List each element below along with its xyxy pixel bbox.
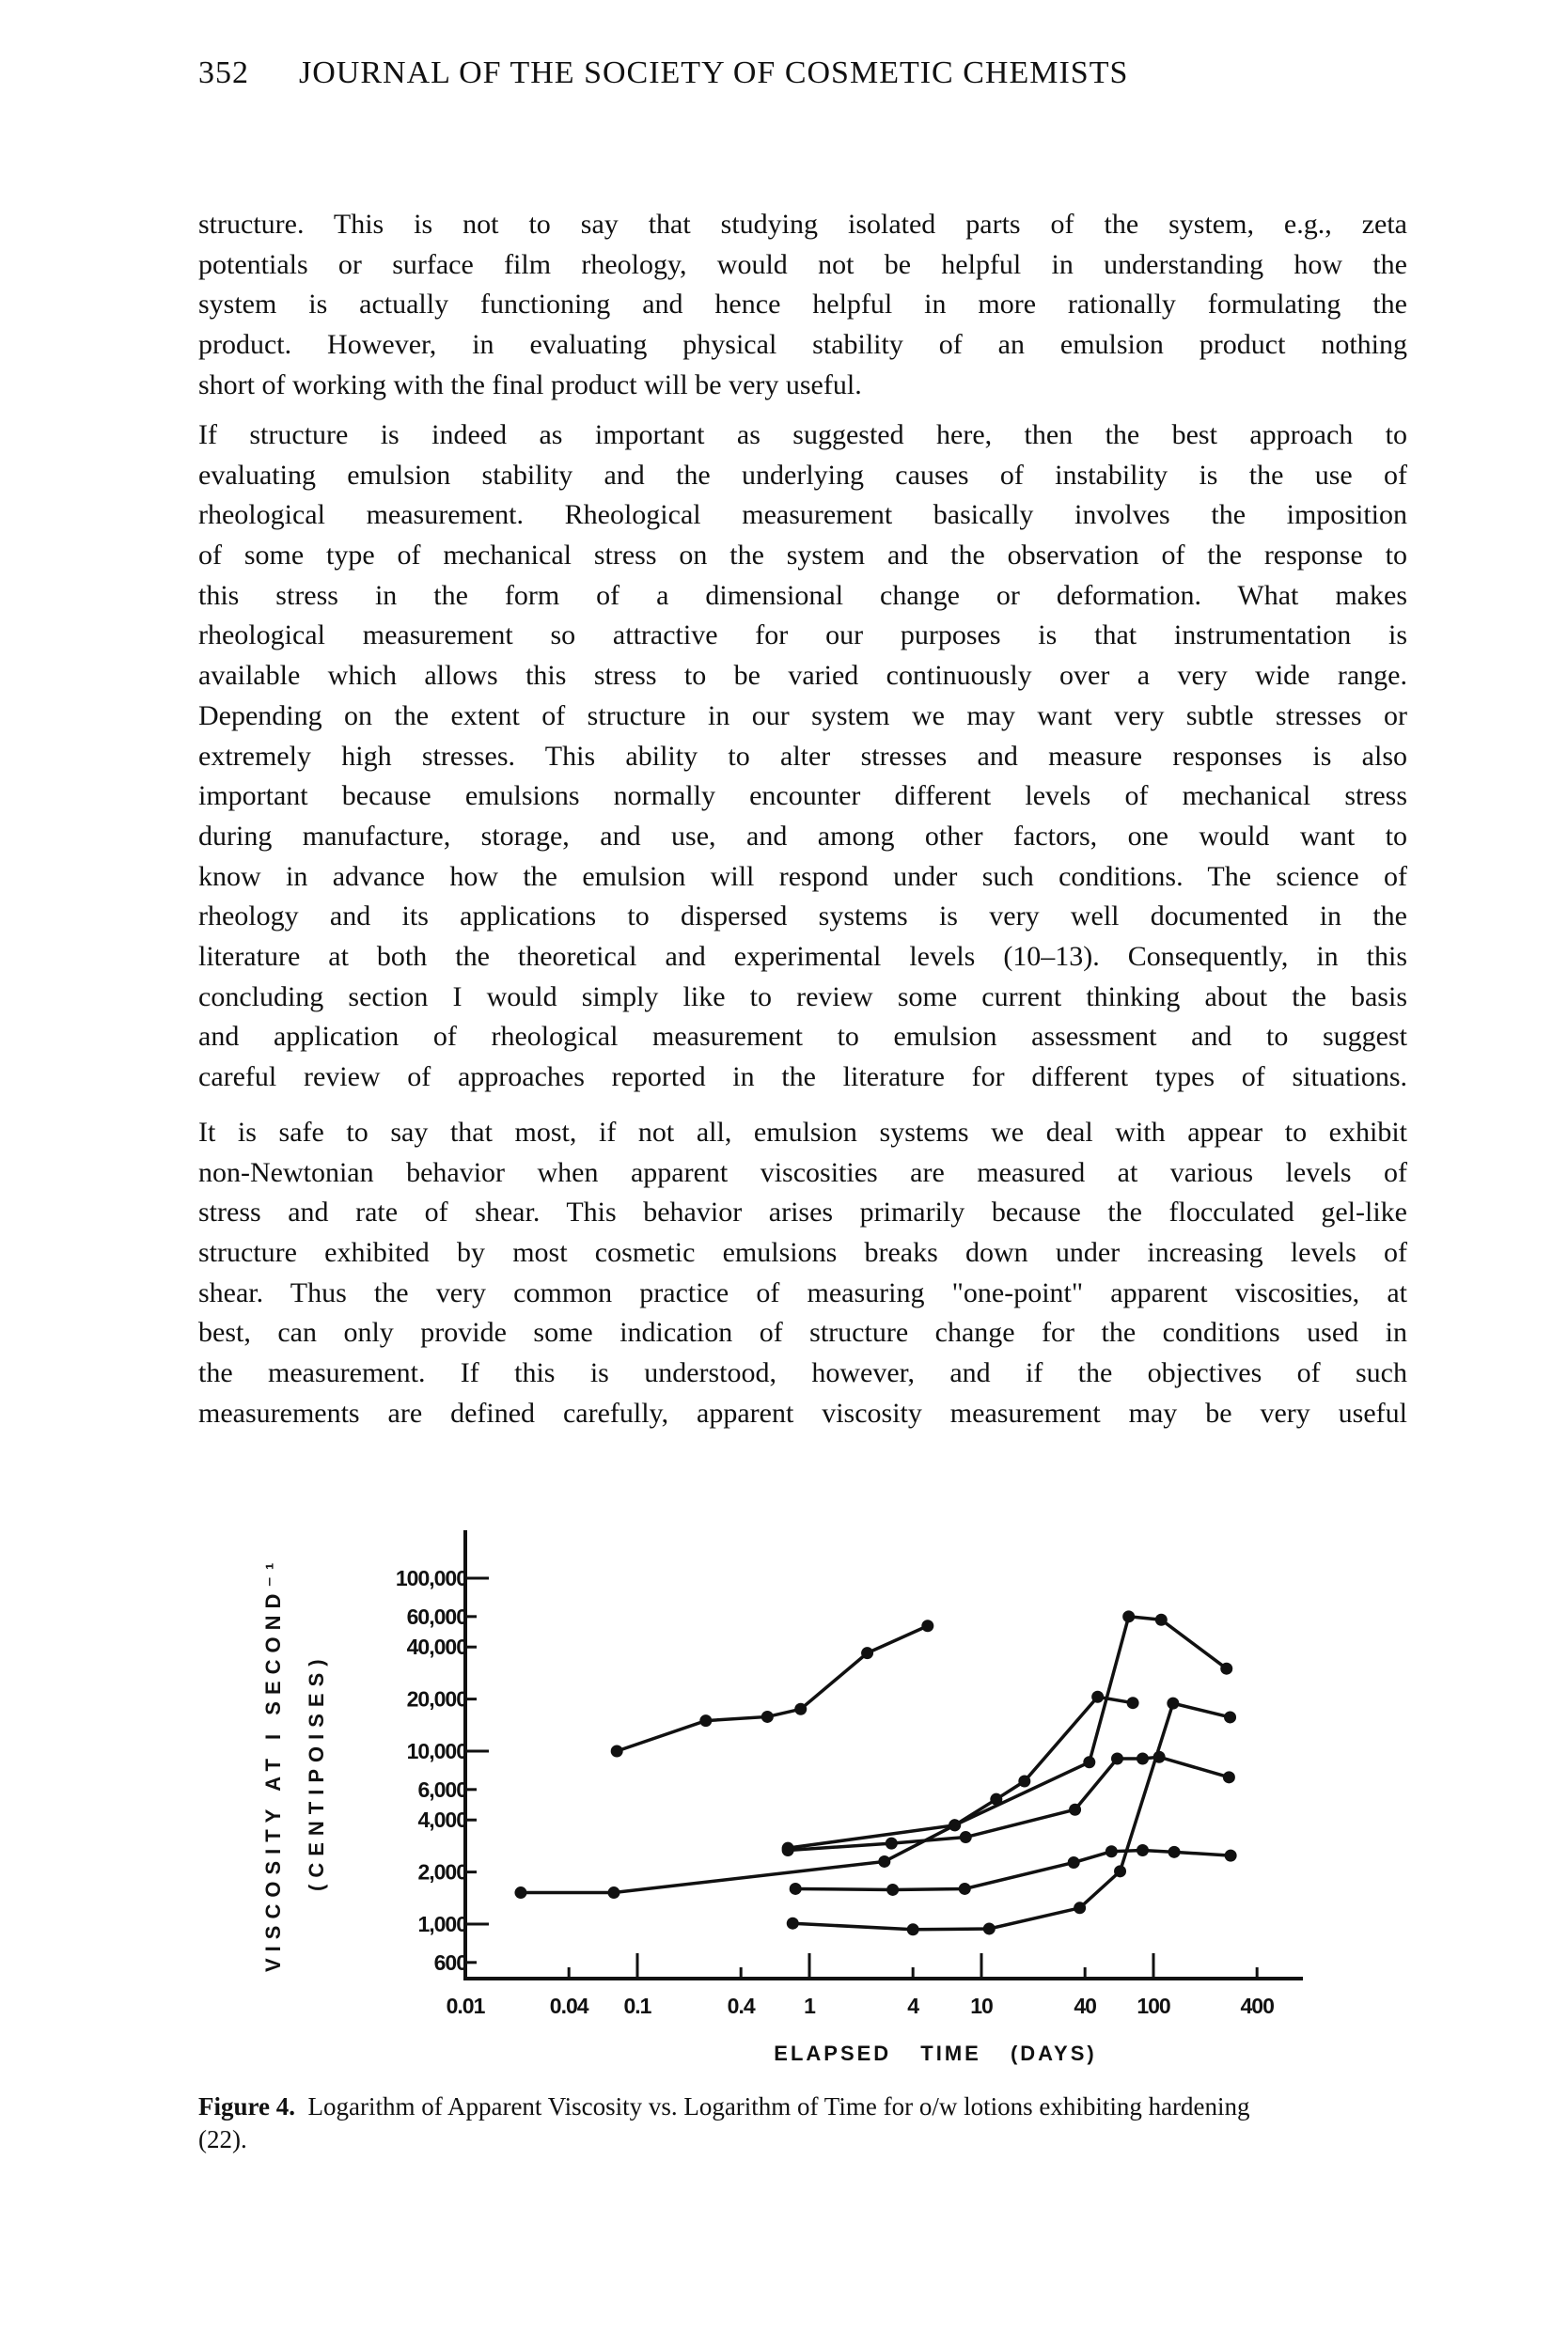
viscosity-time-chart xyxy=(0,1504,1568,2030)
paragraph-2 xyxy=(198,415,1407,1098)
y-tick-label: 2,000 xyxy=(417,1859,467,1885)
text-line: during manufacture, storage, and use, and among other factors, one would want to xyxy=(198,820,1407,852)
x-tick-label: 10 xyxy=(970,1994,993,2018)
caption-text-cont: (22). xyxy=(198,2125,247,2153)
data-point xyxy=(1114,1865,1126,1877)
data-point xyxy=(1083,1756,1095,1768)
text-line: of some type of mechanical stress on the system and the observation of the response to xyxy=(198,540,1407,571)
y-tick-label: 600 xyxy=(433,1949,467,1975)
y-tick-label: 4,000 xyxy=(417,1808,467,1833)
text-line: measurements are defined carefully, apparent viscosity measurement may be very useful xyxy=(198,1397,1407,1429)
data-point xyxy=(1068,1856,1080,1869)
x-axis-title: ELAPSED TIME (DAYS) xyxy=(774,2042,1097,2065)
data-point xyxy=(787,1918,799,1930)
data-point xyxy=(782,1844,794,1856)
paragraph-3 xyxy=(198,1113,1407,1434)
data-point xyxy=(1137,1844,1149,1856)
caption-text: Logarithm of Apparent Viscosity vs. Logarithm of Time for o/w lotions exhibiting hardening xyxy=(307,2092,1250,2121)
data-point xyxy=(761,1711,774,1723)
text-line: structure exhibited by most cosmetic emulsions breaks down under increasing levels of xyxy=(198,1237,1407,1269)
text-line: potentials or surface film rheology, would not be helpful in understanding how the xyxy=(198,248,1407,280)
data-point xyxy=(886,1884,899,1896)
data-point xyxy=(699,1714,712,1727)
text-line: rheological measurement. Rheological measurement basically involves the imposition xyxy=(198,499,1407,531)
data-point xyxy=(790,1883,802,1895)
series-line-lotion-1 xyxy=(617,1626,928,1751)
paragraph-1 xyxy=(198,205,1407,405)
x-tick-label: 100 xyxy=(1137,1994,1170,2018)
x-tick-label: 4 xyxy=(907,1994,919,2018)
text-line: concluding section I would simply like to review some current thinking about the basis xyxy=(198,980,1407,1012)
text-line: important because emulsions normally encounter different levels of mechanical stress xyxy=(198,780,1407,812)
data-point xyxy=(1167,1698,1179,1710)
series-line-lotion-4 xyxy=(788,1757,1229,1850)
caption-label: Figure 4. xyxy=(198,2092,295,2121)
series-line-lotion-2 xyxy=(521,1697,1133,1892)
text-line: rheology and its applications to dispersed systems is very well documented in the xyxy=(198,900,1407,932)
y-tick-label: 6,000 xyxy=(417,1777,467,1802)
data-point xyxy=(907,1923,919,1935)
data-point xyxy=(959,1883,971,1895)
page-number: 352 xyxy=(198,55,249,90)
y-axis-title: VISCOSITY AT I SECOND⁻¹ xyxy=(261,1556,285,1972)
text-line: rheological measurement so attractive for our purposes is that instrumentation is xyxy=(198,619,1407,651)
data-point xyxy=(1224,1711,1236,1723)
x-tick-label: 400 xyxy=(1240,1994,1274,2018)
text-line: structure. This is not to say that studying isolated parts of the system, e.g., zeta xyxy=(198,209,1407,240)
series-line-lotion-3 xyxy=(788,1617,1227,1848)
data-point xyxy=(1105,1845,1118,1857)
data-point xyxy=(1168,1846,1181,1858)
data-point xyxy=(1155,1614,1168,1626)
text-line: short of working with the final product will be very useful. xyxy=(198,368,862,400)
data-point xyxy=(611,1745,623,1758)
data-point xyxy=(794,1703,807,1715)
y-tick-label: 10,000 xyxy=(406,1739,467,1763)
y-tick-label: 1,000 xyxy=(417,1912,467,1936)
data-point xyxy=(1225,1850,1237,1862)
x-tick-label: 0.4 xyxy=(727,1994,755,2018)
text-line: evaluating emulsion stability and the underlying causes of instability is the use of xyxy=(198,459,1407,491)
data-point xyxy=(983,1922,996,1934)
text-line: extremely high stresses. This ability to alter stresses and measure responses is also xyxy=(198,740,1407,772)
data-point xyxy=(861,1647,873,1659)
data-point xyxy=(921,1620,933,1632)
text-line: best, can only provide some indication of structure change for the conditions used in xyxy=(198,1317,1407,1349)
y-axis-units: (CENTIPOISES) xyxy=(305,1652,328,1891)
data-point xyxy=(1137,1752,1149,1764)
text-line: this stress in the form of a dimensional change or deformation. What makes xyxy=(198,579,1407,611)
text-line: system is actually functioning and hence helpful in more rationally formulating the xyxy=(198,289,1407,321)
series-line-lotion-6 xyxy=(792,1703,1230,1930)
text-line: Depending on the extent of structure in our system we may want very subtle stresses or xyxy=(198,699,1407,731)
text-line: available which allows this stress to be varied continuously over a very wide range. xyxy=(198,660,1407,692)
data-point xyxy=(1220,1663,1232,1675)
text-line: It is safe to say that most, if not all, emulsion systems we deal with appear to exhibit xyxy=(198,1117,1407,1148)
data-point xyxy=(949,1819,961,1831)
text-line: and application of rheological measurement to emulsion assessment and to suggest xyxy=(198,1021,1407,1053)
data-point xyxy=(960,1831,972,1843)
y-tick-label: 100,000 xyxy=(395,1566,467,1590)
x-tick-label: 0.1 xyxy=(623,1994,651,2018)
y-tick-label: 20,000 xyxy=(406,1686,467,1712)
x-tick-label: 0.01 xyxy=(446,1994,485,2018)
data-point xyxy=(878,1855,890,1868)
data-point xyxy=(1122,1610,1135,1622)
data-point xyxy=(1091,1691,1104,1703)
text-line: careful review of approaches reported in the literature for different types of situations. xyxy=(198,1061,1407,1092)
data-point xyxy=(1069,1804,1081,1816)
x-tick-label: 40 xyxy=(1074,1994,1096,2018)
text-line: stress and rate of shear. This behavior arises primarily because the flocculated gel-like xyxy=(198,1197,1407,1229)
y-tick-label: 40,000 xyxy=(406,1635,467,1660)
data-point xyxy=(1111,1752,1123,1764)
data-point xyxy=(514,1886,526,1899)
data-point xyxy=(1074,1902,1086,1914)
text-line: shear. Thus the very common practice of measuring "one-point" apparent viscosities, at xyxy=(198,1276,1407,1308)
y-tick-label: 60,000 xyxy=(406,1604,467,1629)
text-line: know in advance how the emulsion will respond under such conditions. The science of xyxy=(198,860,1407,892)
x-tick-label: 0.04 xyxy=(549,1994,588,2018)
data-point xyxy=(886,1838,898,1850)
series-line-lotion-5 xyxy=(795,1851,1231,1890)
data-point xyxy=(1018,1776,1030,1788)
text-line: literature at both the theoretical and experimental levels (10–13). Consequently, in this xyxy=(198,940,1407,972)
figure-caption xyxy=(198,2090,1407,2156)
x-tick-label: 1 xyxy=(804,1994,815,2018)
data-point xyxy=(1223,1771,1235,1783)
text-line: the measurement. If this is understood, however, and if the objectives of such xyxy=(198,1357,1407,1389)
data-point xyxy=(607,1886,619,1899)
running-header: JOURNAL OF THE SOCIETY OF COSMETIC CHEMISTS xyxy=(299,55,1129,90)
data-point xyxy=(1127,1697,1139,1709)
text-line: If structure is indeed as important as suggested here, then the best approach to xyxy=(198,419,1407,450)
text-line: non-Newtonian behavior when apparent viscosities are measured at various levels of xyxy=(198,1156,1407,1188)
text-line: product. However, in evaluating physical stability of an emulsion product nothing xyxy=(198,329,1407,361)
